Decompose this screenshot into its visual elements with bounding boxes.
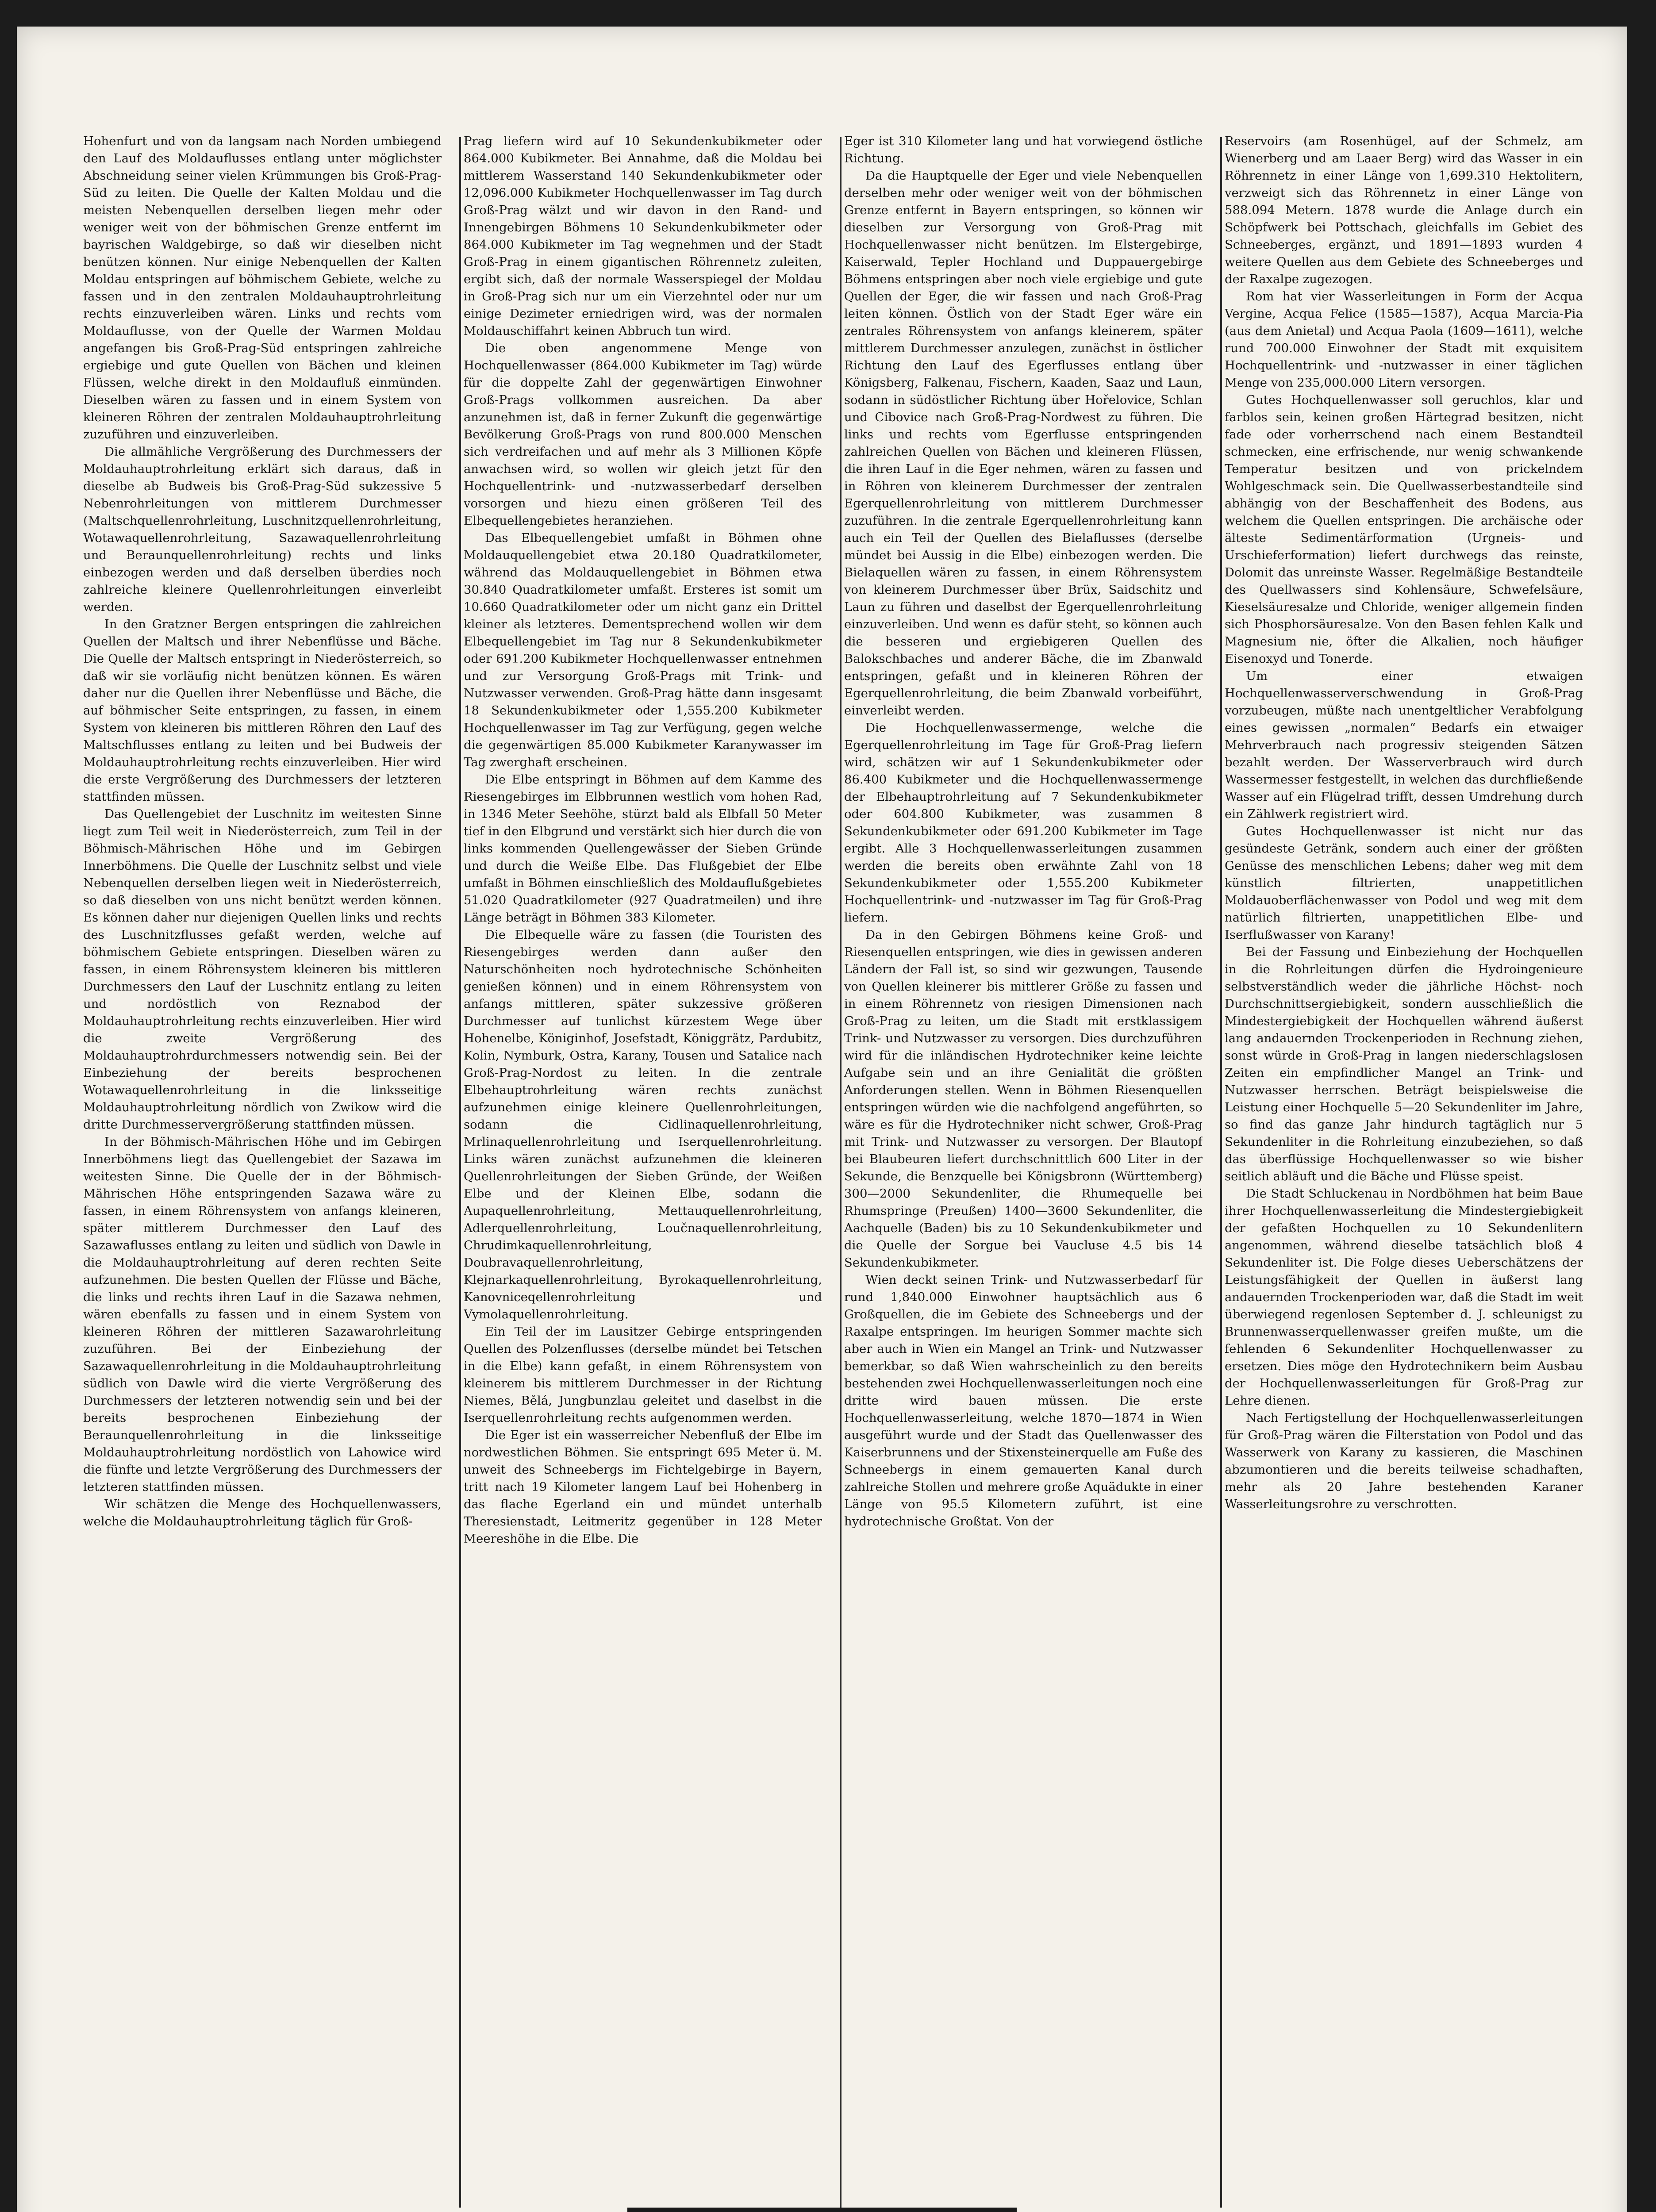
paragraph: Gutes Hochquellenwasser soll geruchlos, klar und farblos sein, keinen großen Härtegrad besitzen, nicht fade oder vorherrschend nach einem Bestandteil schmecken, eine erfrischende, nur wenig schwankende Temperatur besitzen und von prickelndem Wohlgeschmack sein. Die Quellwasserbestandteile sind abhängig von der Beschaffenheit des Bodens, aus welchem die Quellen entspringen. Die archäische oder älteste Sedimentärformation (Urgneis- und Urschieferformation) liefert durchwegs das reinste, Dolomit das unreinste Wasser. Regelmäßige Bestandteile des Quellwassers sind Kohlensäure, Schwefelsäure, Kieselsäuresalze und Chloride, weniger allgemein finden sich Phosphorsäuresalze. Von den Basen fehlen Kalk und Magnesium nie, öfter die Alkalien, noch häufiger Eisenoxyd und Tonerde. (1225, 393, 1583, 666)
article-columns (83, 133, 1583, 2106)
paragraph: Die Stadt Schluckenau in Nordböhmen hat beim Baue ihrer Hochquellenwasserleitung die Mindestergiebigkeit der gefaßten Hochquellen zu 10 Sekundenlitern angenommen, während dieselbe tatsächlich bloß 4 Sekundenliter ist. Die Folge dieses Ueberschätzens der Leistungsfähigkeit der Quellen in äußerst lang andauernden Trockenperioden war, daß die Stadt im weit überwiegend regenlosen September d. J. schleunigst zu Brunnenwasserquellenwasser greifen mußte, um die fehlenden 6 Sekundenliter Hochquellenwasser zu ersetzen. Dies möge den Hydrotechnikern beim Ausbau der Hochquellenwasserleitungen für Groß-Prag zur Lehre dienen. (1225, 1187, 1583, 1408)
paragraph: Nach Fertigstellung der Hochquellenwasserleitungen für Groß-Prag wären die Filterstation von Podol und das Wasserwerk von Karany zu kassieren, die Maschinen abzumontieren und die bereits teilweise schadhaften, mehr als 20 Jahre bestehenden Karaner Wasserleitungsrohre zu verschrotten. (1225, 1411, 1583, 1511)
column-divider (840, 137, 841, 2208)
paragraph: Hohenfurt und von da langsam nach Norden umbiegend den Lauf des Moldauflusses entlang unter möglichster Abschneidung seiner vielen Krümmungen bis Groß-Prag-Süd zu leiten. Die Quelle der Kalten Moldau und die meisten Nebenquellen derselben liegen mehr oder weniger weit von der böhmischen Grenze entfernt im bayrischen Waldgebirge, so daß wir dieselben nicht benützen können. Nur einige Nebenquellen der Kalten Moldau entspringen auf böhmischem Gebiete, welche zu fassen und in den zentralen Moldauhauptrohrleitung rechts einzuverleiben wären. Links und rechts vom Moldauflusse, von der Quelle der Warmen Moldau angefangen bis Groß-Prag-Süd entspringen zahlreiche ergiebige und gute Quellen von Bächen und kleinen Flüssen, welche direkt in den Moldaufluß einmünden. Dieselben wären zu fassen und in einem System von kleineren Röhren der zentralen Moldauhauptrohrleitung zuzuführen und einzuverleiben. (83, 134, 442, 442)
column-2 (464, 133, 822, 2106)
column-3 (844, 133, 1203, 2106)
paragraph: Wir schätzen die Menge des Hochquellenwassers, welche die Moldauhauptrohrleitung täglich für Groß- (83, 1497, 442, 1528)
paragraph: Prag liefern wird auf 10 Sekundenkubikmeter oder 864.000 Kubikmeter. Bei Annahme, daß die Moldau bei mittlerem Wasserstand 140 Sekundenkubikmeter oder 12,096.000 Kubikmeter Hochquellenwasser im Tag durch Groß-Prag wälzt und wir davon in den Rand- und Innengebirgen Böhmens 10 Sekundenkubikmeter oder 864.000 Kubikmeter im Tag wegnehmen und der Stadt Groß-Prag in einem gigantischen Röhrennetz zuleiten, ergibt sich, daß der normale Wasserspiegel der Moldau in Groß-Prag sich nur um ein Vierzehntel oder nur um einige Dezimeter erniedrigen wird, was der normalen Moldauschiffahrt keinen Abbruch tun wird. (464, 134, 822, 338)
paragraph: Da in den Gebirgen Böhmens keine Groß- und Riesenquellen entspringen, wie dies in gewissen anderen Ländern der Fall ist, so sind wir gezwungen, Tausende von Quellen kleinerer bis mittlerer Größe zu fassen und in einem Röhrennetz von riesigen Dimensionen nach Groß-Prag zu leiten, um die Stadt mit erstklassigem Trink- und Nutzwasser zu versorgen. Dies durchzuführen wird für die inländischen Hydrotechniker keine leichte Aufgabe sein und an ihre Genialität die größten Anforderungen stellen. Wenn in Böhmen Riesenquellen entspringen würden wie die nachfolgend angeführten, so wäre es für die Hydrotechniker nicht schwer, Groß-Prag mit Trink- und Nutzwasser zu versorgen. Der Blautopf bei Blaubeuren liefert durchschnittlich 600 Liter in der Sekunde, die Benzquelle bei Königsbronn (Württemberg) 300—2000 Sekundenliter, die Rhumequelle bei Rhumspringe (Preußen) 1400—3600 Sekundenliter, die Aachquelle (Baden) bis zu 10 Sekundenkubikmeter und die Quelle der Sorgue bei Vaucluse 4.5 bis 14 Sekundenkubikmeter. (844, 928, 1203, 1270)
paragraph: Die allmähliche Vergrößerung des Durchmessers der Moldauhauptrohrleitung erklärt sich daraus, daß in dieselbe ab Budweis bis Groß-Prag-Süd sukzessive 5 Nebenrohrleitungen von mittlerem Durchmesser (Maltschquellenrohrleitung, Luschnitzquellenrohrleitung, Wotawaquellenrohrleitung, Sazawaquellenrohrleitung und Beraunquellenrohrleitung) rechts und links einbezogen werden und daß derselben überdies noch zahlreiche kleinere Quellenrohrleitungen einverleibt werden. (83, 445, 442, 614)
paragraph: Rom hat vier Wasserleitungen in Form der Acqua Vergine, Acqua Felice (1585—1587), Acqua Marcia-Pia (aus dem Anietal) und Acqua Paola (1609—1611), welche rund 700.000 Einwohner der Stadt mit exquisitem Hochquellentrink- und -nutzwasser in einer täglichen Menge von 235,000.000 Litern versorgen. (1225, 289, 1583, 390)
paragraph: Reservoirs (am Rosenhügel, auf der Schmelz, am Wienerberg und am Laaer Berg) wird das Wasser in ein Röhrennetz in einer Länge von 1,699.310 Hektolitern, verzweigt sich das Röhrennetz in einer Länge von 588.094 Metern. 1878 wurde die Anlage durch ein Schöpfwerk bei Pottschach, gleichfalls im Gebiet des Schneeberges, ergänzt, und 1891—1893 wurden 4 weitere Quellen aus dem Gebiete des Schneeberges und der Raxalpe zugezogen. (1225, 134, 1583, 286)
column-1 (83, 133, 442, 2106)
column-divider (1220, 137, 1222, 2208)
paragraph: Die Elbequelle wäre zu fassen (die Touristen des Riesengebirges werden dann außer den Naturschönheiten noch hydrotechnische Schönheiten genießen können) und in einem Röhrensystem von anfangs mittleren, später sukzessive größeren Durchmesser auf tunlichst kürzestem Wege über Hohenelbe, Königinhof, Josefstadt, Königgrätz, Pardubitz, Kolin, Nymburk, Ostra, Karany, Tousen und Satalice nach Groß-Prag-Nordost zu leiten. In die zentrale Elbehauptrohrleitung wären rechts zunächst aufzunehmen einige kleinere Quellenrohrleitungen, sodann die Cidlinaquellenrohrleitung, Mrlinaquellenrohrleitung und Iserquellenrohrleitung. Links wären zunächst aufzunehmen die kleineren Quellenrohrleitungen der Sieben Gründe, der Weißen Elbe und der Kleinen Elbe, sodann die Aupaquellenrohrleitung, Mettauquellenrohrleitung, Adlerquellenrohrleitung, Loučnaquellenrohrleitung, Chrudimkaquellenrohrleitung, Doubravaquellenrohrleitung, Klejnarkaquellenrohrleitung, Byrokaquellenrohrleitung, Kanovniceqellenrohrleitung und Vymolaquellenrohrleitung. (464, 928, 822, 1321)
paragraph: Das Quellengebiet der Luschnitz im weitesten Sinne liegt zum Teil weit in Niederösterreich, zum Teil in der Böhmisch-Mährischen Höhe und im Gebirgen Innerböhmens. Die Quelle der Luschnitz selbst und viele Nebenquellen derselben liegen weit in Niederösterreich, so daß dieselben von uns nicht benützt werden können. Es können daher nur diejenigen Quellen links und rechts des Luschnitzflusses gefaßt werden, welche auf böhmischem Gebiete entspringen. Dieselben wären zu fassen, in einem Röhrensystem kleineren bis mittleren Durchmessers den Lauf der Luschnitz entlang zu leiten und nordöstlich von Reznabod der Moldauhauptrohrleitung rechts einzuverleiben. Hier wird die zweite Vergrößerung des Moldauhauptrohrdurchmessers notwendig sein. Bei der Einbeziehung der bereits besprochenen Wotawaquellenrohrleitung in die linksseitige Moldauhauptrohrleitung nördlich von Zwikow wird die dritte Durchmesservergrößerung stattfinden müssen. (83, 807, 442, 1132)
paragraph: Eger ist 310 Kilometer lang und hat vorwiegend östliche Richtung. (844, 134, 1203, 165)
paragraph: Gutes Hochquellenwasser ist nicht nur das gesündeste Getränk, sondern auch einer der größten Genüsse des menschlichen Lebens; daher weg mit dem künstlich filtrierten, unappetitlichen Moldauoberflächenwasser von Podol und weg mit dem natürlich filtrierten, unappetitlichen Elbe- und Iserflußwasser von Karany! (1225, 824, 1583, 942)
paragraph: Da die Hauptquelle der Eger und viele Nebenquellen derselben mehr oder weniger weit von der böhmischen Grenze entfernt in Bayern entspringen, so können wir dieselben zur Versorgung von Groß-Prag mit Hochquellenwasser nicht benützen. Im Elstergebirge, Kaiserwald, Tepler Hochland und Duppauergebirge Böhmens entspringen aber noch viele ergiebige und gute Quellen der Eger, die wir fassen und nach Groß-Prag leiten können. Östlich von der Stadt Eger wäre ein zentrales Röhrensystem von anfangs kleinerem, später mittlerem Durchmesser anzulegen, zunächst in östlicher Richtung den Lauf des Egerflusses entlang über Königsberg, Falkenau, Fischern, Kaaden, Saaz und Laun, sodann in südöstlicher Richtung über Hořelovice, Schlan und Cibovice nach Groß-Prag-Nordwest zu führen. Die links und rechts vom Egerflusse entspringenden zahlreichen Quellen von Bächen und kleineren Flüssen, die ihren Lauf in die Eger nehmen, wären zu fassen und in Röhren von kleinerem Durchmesser der zentralen Egerquellenrohrleitung von mittlerem Durchmesser zuzuführen. In die zentrale Egerquellenrohrleitung kann auch ein Teil der Quellen des Bielaflusses (derselbe mündet bei Aussig in die Elbe) einbezogen werden. Die Bielaquellen wären zu fassen, in einem Röhrensystem von kleinerem Durchmesser über Brüx, Saidschitz und Laun zu führen und daselbst der Egerquellenrohrleitung einzuverleiben. Und wenn es dafür steht, so können auch die besseren und ergiebigeren Quellen des Balokschbaches und anderer Bäche, die im Zbanwald entspringen, gefaßt und in kleineren Röhren der Egerquellenrohrleitung, die beim Zbanwald vorbeiführt, einverleibt werden. (844, 169, 1203, 718)
paragraph: Die Hochquellenwassermenge, welche die Egerquellenrohrleitung im Tage für Groß-Prag liefern wird, schätzen wir auf 1 Sekundenkubikmeter oder 86.400 Kubikmeter und die Hochquellenwassermenge der Elbehauptrohrleitung auf 7 Sekundenkubikmeter oder 604.800 Kubikmeter, was zusammen 8 Sekundenkubikmeter oder 691.200 Kubikmeter im Tage ergibt. Alle 3 Hochquellenwasserleitungen zusammen werden die bereits oben erwähnte Zahl von 18 Sekundenkubikmeter oder 1,555.200 Kubikmeter Hochquellentrink- und -nutzwasser im Tag für Groß-Prag liefern. (844, 721, 1203, 925)
paragraph: Um einer etwaigen Hochquellenwasserverschwendung in Groß-Prag vorzubeugen, müßte nach unentgeltlicher Verabfolgung eines gewissen „normalen“ Bedarfs ein etwaiger Mehrverbrauch nach progressiv steigenden Sätzen bezahlt werden. Der Wasserverbrauch wird durch Wassermesser festgestellt, in welchen das durchfließende Wasser auf ein Flügelrad trifft, dessen Umdrehung durch ein Zählwerk registriert wird. (1225, 669, 1583, 821)
paragraph: Das Elbequellengebiet umfaßt in Böhmen ohne Moldauquellengebiet etwa 20.180 Quadratkilometer, während das Moldauquellengebiet in Böhmen etwa 30.840 Quadratkilometer umfaßt. Ersteres ist somit um 10.660 Quadratkilometer oder um nicht ganz ein Drittel kleiner als letzteres. Dementsprechend wollen wir dem Elbequellengebiet im Tag nur 8 Sekundenkubikmeter oder 691.200 Kubikmeter Hochquellenwasser entnehmen und zur Versorgung Groß-Prags mit Trink- und Nutzwasser verwenden. Groß-Prag hätte dann insgesamt 18 Sekundenkubikmeter oder 1,555.200 Kubikmeter Hochquellenwasser im Tag zur Verfügung, gegen welche die gegenwärtigen 85.000 Kubikmeter Karanywasser im Tag zwerghaft erscheinen. (464, 531, 822, 769)
paragraph: Die Eger ist ein wasserreicher Nebenfluß der Elbe im nordwestlichen Böhmen. Sie entspringt 695 Meter ü. M. unweit des Schneebergs im Fichtelgebirge in Bayern, tritt nach 19 Kilometer langem Lauf bei Hohenberg in das flache Egerland ein und mündet unterhalb Theresienstadt, Leitmeritz gegenüber in 128 Meter Meereshöhe in die Elbe. Die (464, 1428, 822, 1546)
paragraph: Ein Teil der im Lausitzer Gebirge entspringenden Quellen des Polzenflusses (derselbe mündet bei Tetschen in die Elbe) kann gefaßt, in einem Röhrensystem von kleinerem bis mittlerem Durchmesser in der Richtung Niemes, Bělá, Jungbunzlau geleitet und daselbst in die Iserquellenrohrleitung rechts aufgenommen werden. (464, 1325, 822, 1425)
newspaper-page (17, 27, 1627, 2212)
paragraph: Die oben angenommene Menge von Hochquellenwasser (864.000 Kubikmeter im Tag) würde für die doppelte Zahl der gegenwärtigen Einwohner Groß-Prags vollkommen ausreichen. Da aber anzunehmen ist, daß in ferner Zukunft die gegenwärtige Bevölkerung Groß-Prags von rund 800.000 Menschen sich verdreifachen und auf mehr als 3 Millionen Köpfe anwachsen wird, so wollen wir gleich jetzt für den Hochquellentrink- und -nutzwasserbedarf derselben vorsorgen und hiezu einen größeren Teil des Elbequellengebietes heranziehen. (464, 341, 822, 528)
article-end-rule (627, 2208, 1017, 2212)
paragraph: Die Elbe entspringt in Böhmen auf dem Kamme des Riesengebirges im Elbbrunnen westlich vom hohen Rad, in 1346 Meter Seehöhe, stürzt bald als Elbfall 50 Meter tief in den Elbgrund und verstärkt sich hier durch die von links kommenden Quellengewässer der Sieben Gründe und durch die Weiße Elbe. Das Flußgebiet der Elbe umfaßt in Böhmen einschließlich des Moldauflußgebietes 51.020 Quadratkilometer (927 Quadratmeilen) und ihre Länge beträgt in Böhmen 383 Kilometer. (464, 772, 822, 925)
paragraph: In der Böhmisch-Mährischen Höhe und im Gebirgen Innerböhmens liegt das Quellengebiet der Sazawa im weitesten Sinne. Die Quelle der in der Böhmisch-Mährischen Höhe entspringenden Sazawa wäre zu fassen, in einem Röhrensystem von anfangs kleineren, später mittlerem Durchmesser den Lauf des Sazawaflusses entlang zu leiten und südlich von Dawle in die Moldauhauptrohrleitung auf deren rechten Seite aufzunehmen. Die besten Quellen der Flüsse und Bäche, die links und rechts ihren Lauf in die Sazawa nehmen, wären ebenfalls zu fassen und in einem System von kleineren Röhren der mittleren Sazawarohrleitung zuzuführen. Bei der Einbeziehung der Sazawaquellenrohrleitung in die Moldauhauptrohrleitung südlich von Dawle wird die vierte Vergrößerung des Durchmessers der letzteren notwendig sein und bei der bereits besprochenen Einbeziehung der Beraunquellenrohrleitung in die linksseitige Moldauhauptrohrleitung nordöstlich von Lahowice wird die fünfte und letzte Vergrößerung des Durchmessers der letzteren stattfinden müssen. (83, 1135, 442, 1494)
column-divider (459, 137, 461, 2208)
column-4 (1225, 133, 1583, 2106)
paragraph: In den Gratzner Bergen entspringen die zahlreichen Quellen der Maltsch und ihrer Nebenflüsse und Bäche. Die Quelle der Maltsch entspringt in Niederösterreich, so daß wir sie vorläufig nicht benützen können. Es wären daher nur die Quellen ihrer Nebenflüsse und Bäche, die auf böhmischer Seite entspringen, zu fassen, in einem System von kleineren bis mittleren Röhren den Lauf des Maltschflusses entlang zu leiten und bei Budweis der Moldauhauptrohrleitung rechts einzuverleiben. Hier wird die erste Vergrößerung des Durchmessers der letzteren stattfinden müssen. (83, 617, 442, 804)
paragraph: Bei der Fassung und Einbeziehung der Hochquellen in die Rohrleitungen dürfen die Hydroingenieure selbstverständlich weder die jährliche Höchst- noch Durchschnittsergiebigkeit, sondern ausschließlich die Mindestergiebigkeit der Hochquellen während äußerst lang andauernden Trockenperioden in Rechnung ziehen, sonst würde in Groß-Prag in langen niederschlagslosen Zeiten ein empfindlicher Mangel an Trink- und Nutzwasser herrschen. Beträgt beispielsweise die Leistung einer Hochquelle 5—20 Sekundenliter im Jahre, so find das ganze Jahr hindurch tagtäglich nur 5 Sekundenliter in die Rohrleitung einzubeziehen, so daß das überflüssige Hochquellenwasser so wie bisher seitlich abläuft und die Bäche und Flüsse speist. (1225, 945, 1583, 1183)
paragraph: Wien deckt seinen Trink- und Nutzwasserbedarf für rund 1,840.000 Einwohner hauptsächlich aus 6 Großquellen, die im Gebiete des Schneebergs und der Raxalpe entspringen. Im heurigen Sommer machte sich aber auch in Wien ein Mangel an Trink- und Nutzwasser bemerkbar, so daß Wien wahrscheinlich zu den bereits bestehenden zwei Hochquellenwasserleitungen noch eine dritte wird bauen müssen. Die erste Hochquellenwasserleitung, welche 1870—1874 in Wien ausgeführt wurde und der Stadt das Quellenwasser des Kaiserbrunnens und der Stixensteinerquelle am Fuße des Schneebergs in einem gemauerten Kanal durch zahlreiche Stollen und mehrere große Aquädukte in einer Länge von 95.5 Kilometern zuführt, ist eine hydrotechnische Großtat. Von der (844, 1273, 1203, 1528)
